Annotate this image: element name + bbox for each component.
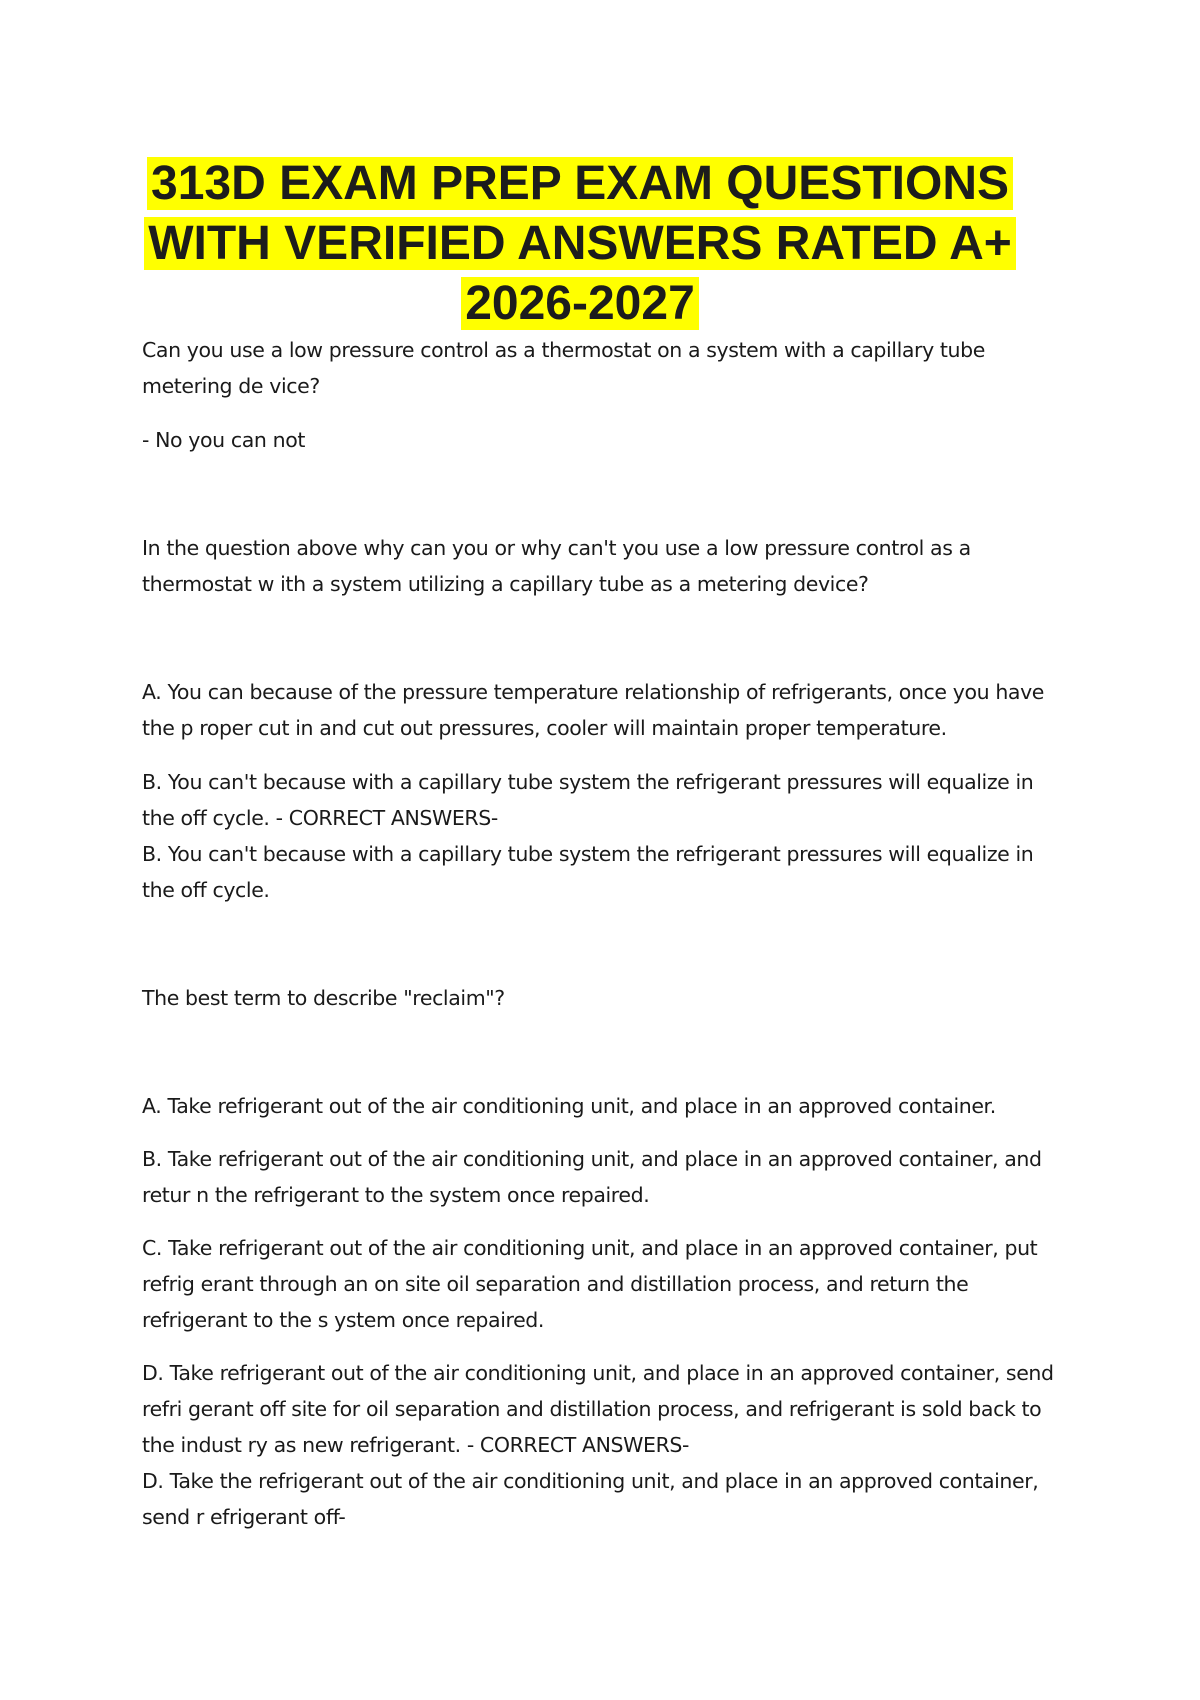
document-title [140,154,1020,334]
option-3a: A. Take refrigerant out of the air conditioning unit, and place in an approved container. [142,1094,996,1118]
question-1: Can you use a low pressure control as a thermostat on a system with a capillary tube metering de vice? [142,338,985,398]
title-line-2: WITH VERIFIED ANSWERS RATED A+ [144,217,1016,270]
title-line-1: 313D EXAM PREP EXAM QUESTIONS [147,157,1013,210]
option-2a: A. You can because of the pressure temperature relationship of refrigerants, once you have the p roper cut in and cut out pressures, cooler will maintain proper temperature. [142,680,1045,740]
document-body [142,332,1060,1535]
option-2b: B. You can't because with a capillary tube system the refrigerant pressures will equalize in the off cycle. - CORRECT ANSWERS- [142,770,1034,830]
option-3b: B. Take refrigerant out of the air conditioning unit, and place in an approved container, and retur n the refrigerant to the system once repaired. [142,1147,1042,1207]
correct-answer-2: B. You can't because with a capillary tube system the refrigerant pressures will equalize in the off cycle. [142,842,1034,902]
answer-1: - No you can not [142,428,306,452]
option-3c: C. Take refrigerant out of the air conditioning unit, and place in an approved container, put refrig erant through an on site oil separation and distillation process, and return the refrigerant to the s ystem once repaired. [142,1236,1038,1332]
title-line-3: 2026-2027 [461,277,699,330]
question-2: In the question above why can you or why can't you use a low pressure control as a thermostat w ith a system utilizing a capillary tube as a metering device? [142,536,971,596]
option-3d: D. Take refrigerant out of the air conditioning unit, and place in an approved container, send refri gerant off site for oil separation and distillation process, and refrigerant is sold back to the indust ry as new refrigerant. - CORRECT ANSWERS- [142,1361,1054,1457]
question-3: The best term to describe "reclaim"? [142,986,505,1010]
correct-answer-3: D. Take the refrigerant out of the air conditioning unit, and place in an approved container, send r efrigerant off- [142,1469,1039,1529]
